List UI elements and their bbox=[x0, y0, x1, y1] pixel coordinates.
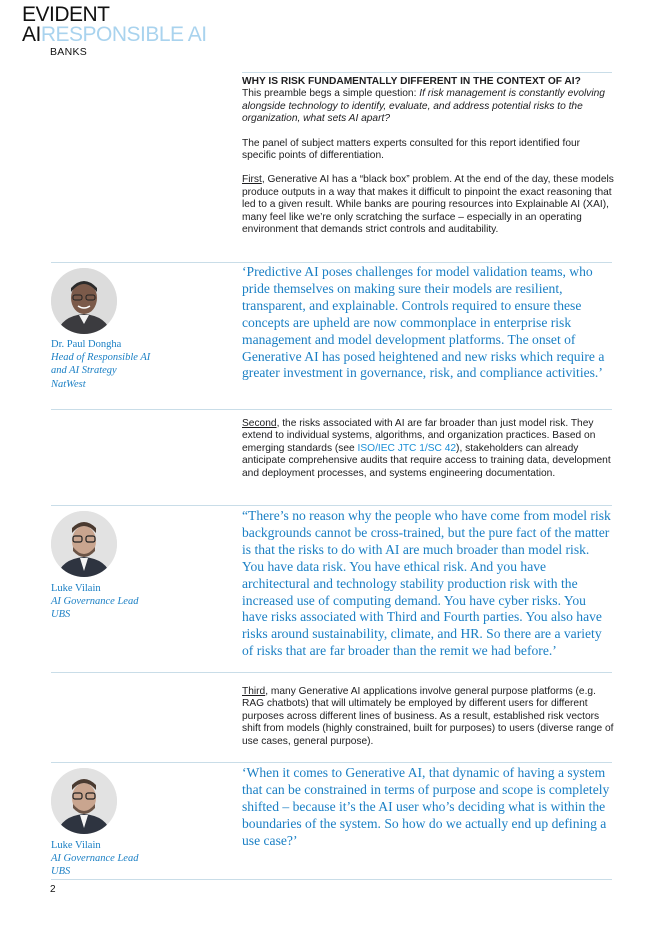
divider bbox=[51, 409, 612, 410]
logo-responsible: RESPONSIBLE AI bbox=[40, 23, 207, 46]
speaker-block bbox=[51, 582, 221, 622]
pull-quote: ‘When it comes to Generative AI, that dynamic of having a system that can be constrained in terms of purpose and scope is completely shifted – because it’s the AI user who’s deciding what is within the boundaries of the system. So how do we actually end up defining a use case?’ bbox=[242, 765, 610, 848]
speaker-name: Dr. Paul Dongha bbox=[51, 339, 122, 350]
preamble-question: If risk management is constantly evolving alongside technology to identify, evaluate, and address potential risks to the organization, what sets AI apart? bbox=[242, 88, 605, 125]
second-text-b: ), stakeholders can already anticipate comprehensive audits that require access to training data, development and deployment processes, and systems engineering documentation. bbox=[242, 442, 611, 479]
preamble bbox=[242, 88, 614, 125]
second-text-a: , the risks associated with AI are far broader than just model risk. They extend to individual systems, algorithms, and organization practices. Based on emerging standards (see bbox=[242, 418, 596, 454]
person-photo-icon bbox=[51, 511, 117, 577]
speaker-name: Luke Vilain bbox=[51, 840, 101, 851]
divider bbox=[51, 672, 612, 673]
speaker-name: Luke Vilain bbox=[51, 583, 101, 594]
speaker-role: Head of Responsible AI bbox=[51, 352, 151, 363]
iso-standard-link[interactable]: ISO/IEC JTC 1/SC 42 bbox=[357, 442, 457, 454]
pull-quote: “There’s no reason why the people who have come from model risk backgrounds cannot be cross-trained, but the pure fact of the matter is that the risks to do with AI are much broader than model risk. You have data risk. You have ethical risk. And you have architectural and technology stability production risk with the increased use of computing demand. You have cyber risks. You have risks associated with Third and Fourth parties. You also have risks around sustainability, climate, and HR. So there are a variety of risks that are far broader than the remit we had before.’ bbox=[242, 508, 611, 659]
pull-quote: ‘Predictive AI poses challenges for model validation teams, who pride themselves on making sure their models are resilient, transparent, and explainable. Controls required to ensure these concepts are upheld are now commonplace in enterprise risk management and model development platforms. The onset of Generative AI has posed heightened and new risks which require a greater investment in governance, risk, and compliance activities.’ bbox=[242, 264, 605, 381]
speaker-organization: NatWest bbox=[51, 378, 86, 390]
speaker-role: AI Governance Lead bbox=[51, 596, 139, 607]
third-text: , many Generative AI applications involve general purpose platforms (e.g. RAG chatbots) that will ultimately be employed by different users for different purposes across different lines of business. As a result, established risk vectors shift from models (highly constrained, built for purposes) to users (diverse range of use cases, general purpose). bbox=[242, 686, 614, 747]
divider bbox=[51, 879, 612, 880]
third-label: Third bbox=[242, 686, 266, 697]
logo-ai: AI bbox=[22, 23, 41, 46]
logo-evident: EVIDENT bbox=[22, 3, 110, 26]
intro-section bbox=[242, 76, 614, 236]
speaker-block bbox=[51, 338, 221, 391]
speaker-role: AI Governance Lead bbox=[51, 853, 139, 864]
logo-responsible-ai bbox=[22, 24, 207, 46]
divider bbox=[51, 762, 612, 763]
page-number: 2 bbox=[50, 884, 56, 895]
divider bbox=[51, 262, 612, 263]
speaker-block bbox=[51, 839, 221, 879]
evident-logo bbox=[22, 3, 207, 58]
avatar-luke-vilain bbox=[51, 768, 117, 834]
third-section bbox=[242, 686, 614, 748]
first-label: First bbox=[242, 174, 262, 186]
second-paragraph bbox=[242, 418, 614, 480]
second-section bbox=[242, 418, 614, 480]
logo-banks: BANKS bbox=[50, 46, 88, 58]
section-heading: WHY IS RISK FUNDAMENTALLY DIFFERENT IN THE CONTEXT OF AI? bbox=[242, 76, 581, 87]
third-paragraph bbox=[242, 686, 614, 748]
speaker-role: and AI Strategy bbox=[51, 365, 117, 377]
second-label: Second bbox=[242, 418, 277, 429]
divider bbox=[51, 505, 612, 506]
avatar-paul-dongha bbox=[51, 268, 117, 334]
divider bbox=[242, 72, 612, 73]
person-photo-icon bbox=[51, 268, 117, 334]
avatar-luke-vilain bbox=[51, 511, 117, 577]
preamble-text: This preamble begs a simple question: bbox=[242, 88, 420, 100]
first-paragraph bbox=[242, 174, 614, 236]
first-text: , Generative AI has a “black box” problem. At the end of the day, these models produce outputs in a way that makes it difficult to pinpoint the exact reasoning that led to a given result. While banks are pouring resources into Explainable AI (XAI), many feel like we’re only scratching the surface – especially in an operating environment that demands strict controls and auditability. bbox=[242, 174, 614, 236]
person-photo-icon bbox=[51, 768, 117, 834]
speaker-organization: UBS bbox=[51, 609, 71, 621]
speaker-organization: UBS bbox=[51, 866, 71, 878]
panel-paragraph: The panel of subject matters experts consulted for this report identified four specific points of differentiation. bbox=[242, 137, 581, 162]
